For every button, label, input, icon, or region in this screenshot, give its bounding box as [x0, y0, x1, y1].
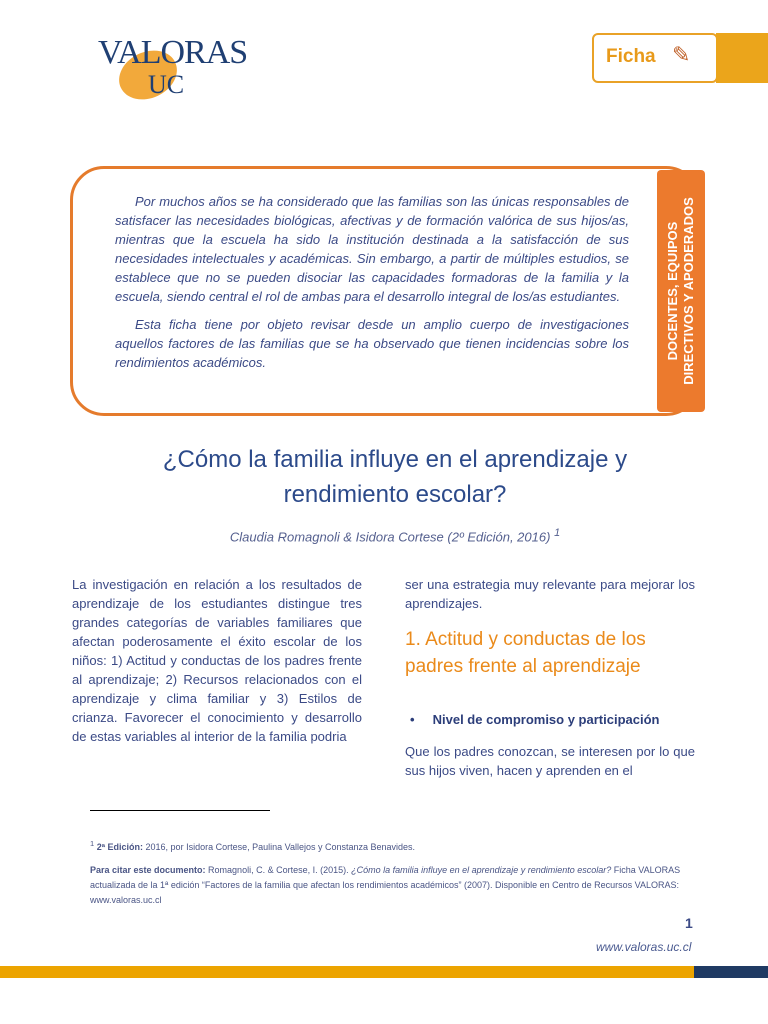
section-heading: 1. Actitud y conductas de los padres frente al aprendizaje: [405, 629, 646, 677]
document-pencil-icon: ✎: [672, 42, 691, 67]
title-line2: rendimiento escolar?: [283, 481, 507, 508]
cite-bold: Para citar este documento:: [90, 865, 206, 875]
authors-footnote-mark: 1: [554, 527, 561, 539]
cite-italic: ¿Cómo la familia influye en el aprendizaje y rendimiento escolar?: [351, 865, 612, 875]
citation: [90, 863, 696, 908]
footer-bar-gold: [0, 966, 694, 978]
fn-bold: 2ª Edición:: [96, 842, 144, 852]
authors: [100, 524, 690, 546]
footer-bar-navy: [694, 966, 768, 978]
intro-text: [115, 192, 629, 381]
audience-line2: DIRECTIVOS Y APODERADOS: [681, 197, 696, 385]
audience-tab: [657, 170, 705, 412]
footnote-1: [90, 836, 415, 855]
bullet-text: Nivel de compromiso y participación: [432, 712, 660, 727]
page-title: [100, 442, 690, 512]
bullet-item: [410, 712, 659, 728]
footer-url[interactable]: www.valoras.uc.cl: [596, 940, 692, 954]
fn-mark: 1: [90, 839, 95, 848]
audience-line1: DOCENTES, EQUIPOS: [665, 221, 680, 361]
footnote-divider: [90, 810, 270, 811]
logo-sub: UC: [148, 70, 185, 99]
fn-text: 2016, por Isidora Cortese, Paulina Vallejos y Constanza Benavides.: [143, 842, 416, 852]
body-col2-top: ser una estrategia muy relevante para mejorar los aprendizajes.: [405, 577, 695, 611]
authors-text: Claudia Romagnoli & Isidora Cortese (2º Edición, 2016): [229, 529, 551, 545]
intro-p1: Por muchos años se ha considerado que las familias son las únicas responsables de satisfacer las necesidades biológicas, afectivas y de formación valórica de sus hijos/as, mientras que la escuela ha sido la institución destinada a la satisfacción de sus necesidades intelectuales y académicas. Sin embargo, a partir de múltiples estudios, se establece que no se pueden disociar las capacidades formadoras de la familia y la escuela, siendo central el rol de ambas para el desarrollo integral de los/as estudiantes.: [115, 194, 629, 304]
body-col2-bottom: Que los padres conozcan, se interesen por lo que sus hijos viven, hacen y aprenden en el: [405, 744, 695, 778]
title-line1: ¿Cómo la familia influye en el aprendizaje y: [162, 446, 628, 473]
logo-main: VALORAS: [98, 34, 248, 71]
cite-text1: Romagnoli, C. & Cortese, I. (2015).: [205, 865, 352, 875]
body-col1: La investigación en relación a los resultados de aprendizaje de los estudiantes distingue tres grandes categorías de variables familiares que afectan poderosamente el éxito escolar de los niños: 1) Actitud y conductas de los padres frente al aprendizaje; 2) Recursos relacionados con el aprendizaje y clima familiar y 3) Estilos de crianza. Favorecer el conocimiento y desarrollo de estas variables al interior de la familia podria: [72, 577, 362, 744]
ficha-label: Ficha: [606, 46, 656, 67]
page-number: 1: [685, 915, 693, 931]
intro-p2: Esta ficha tiene por objeto revisar desde un amplio cuerpo de investigaciones aquellos factores de las familias que se ha observado que tienen incidencias sobre los rendimientos académicos.: [115, 317, 629, 370]
bullet-icon: •: [410, 712, 433, 727]
ficha-bar: [716, 33, 768, 83]
cite-text2: Ficha VALORAS actualizada de la 1ª edición “Factores de la familia que afectan los rendimientos académicos” (2007). Disponible en Centro de Recursos VALORAS: www.valoras.uc.cl: [90, 865, 681, 905]
